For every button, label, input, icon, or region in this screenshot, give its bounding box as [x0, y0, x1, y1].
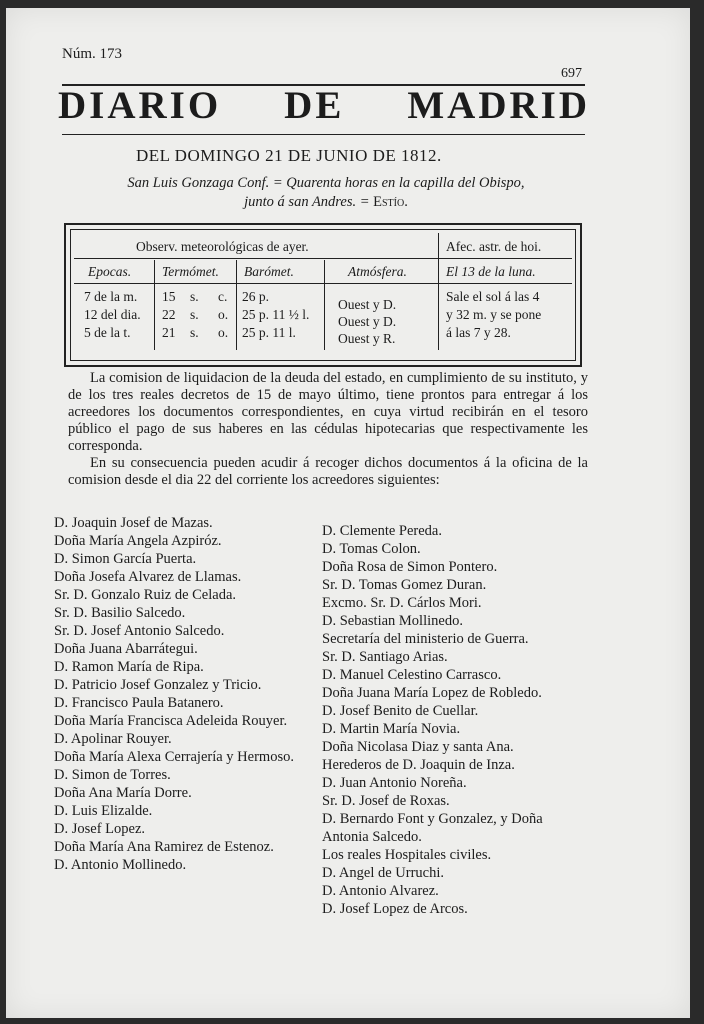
list-item: D. Antonio Mollinedo.	[54, 857, 187, 873]
list-item: Sr. D. Basilio Salcedo.	[54, 605, 186, 621]
astro-title: Afec. astr. de hoi.	[446, 239, 542, 254]
row-estado: c.	[218, 289, 228, 304]
saint-line-2: junto á san Andres. =	[244, 194, 374, 210]
list-item: D. Josef Lopez.	[54, 821, 146, 837]
list-item: D. Sebastian Mollinedo.	[322, 613, 463, 629]
col-header-termometro: Termómet.	[162, 264, 219, 279]
list-item: Doña Juana María Lopez de Robledo.	[322, 685, 542, 701]
row-estado: o.	[218, 325, 229, 340]
list-item: Doña Rosa de Simon Pontero.	[322, 559, 498, 575]
row-epoca: 5 de la t.	[84, 325, 131, 340]
col-divider	[154, 260, 155, 350]
list-item: Sr. D. Gonzalo Ruiz de Celada.	[54, 587, 237, 603]
row-term: 15	[162, 289, 176, 304]
list-item: D. Tomas Colon.	[322, 541, 421, 557]
list-item: Excmo. Sr. D. Cárlos Mori.	[322, 595, 482, 611]
list-item: D. Francisco Paula Batanero.	[54, 695, 224, 711]
col-header-atmosfera: Atmósfera.	[348, 264, 407, 279]
col-header-barometro: Barómet.	[244, 264, 294, 279]
row-barom: 26 p.	[242, 289, 269, 304]
list-item: Doña Juana Abarrátegui.	[54, 641, 198, 657]
list-item: Doña Josefa Alvarez de Llamas.	[54, 569, 242, 585]
astro-line: y 32 m. y se pone	[446, 307, 542, 322]
saint-of-day	[86, 174, 566, 212]
row-term: 21	[162, 325, 176, 340]
col-divider	[236, 260, 237, 350]
list-item: Los reales Hospitales civiles.	[322, 847, 492, 863]
list-item: D. Patricio Josef Gonzalez y Tricio.	[54, 677, 262, 693]
col-header-luna: El 13 de la luna.	[446, 264, 536, 279]
list-item: D. Martin María Novia.	[322, 721, 461, 737]
list-item: Doña María Alexa Cerrajería y Hermoso.	[54, 749, 294, 765]
row-barom: 25 p. 11 l.	[242, 325, 296, 340]
list-item: Herederos de D. Joaquin de Inza.	[322, 757, 515, 773]
weather-table	[64, 223, 582, 367]
list-item: D. Manuel Celestino Carrasco.	[322, 667, 502, 683]
row-atm: Ouest y D.	[338, 297, 397, 312]
list-item: D. Simon de Torres.	[54, 767, 171, 783]
row-epoca: 12 del dia.	[84, 307, 141, 322]
col-divider	[324, 260, 325, 350]
list-item: Doña Ana María Dorre.	[54, 785, 192, 801]
list-item: D. Clemente Pereda.	[322, 523, 442, 539]
saint-line-1: San Luis Gonzaga Conf. = Quarenta horas en la capilla del Obispo,	[127, 175, 525, 191]
weather-title: Observ. meteorológicas de ayer.	[136, 239, 309, 254]
creditors-list-right	[322, 522, 584, 918]
col-divider	[438, 233, 439, 350]
list-item: D. Josef Benito de Cuellar.	[322, 703, 479, 719]
col-header-epocas: Epocas.	[88, 264, 132, 279]
list-item: Sr. D. Santiago Arias.	[322, 649, 448, 665]
list-item: D. Juan Antonio Noreña.	[322, 775, 467, 791]
list-item: D. Bernardo Font y Gonzalez, y Doña Antonia Salcedo.	[322, 811, 543, 845]
list-item: Doña María Francisca Adeleida Rouyer.	[54, 713, 288, 729]
issue-number: Núm. 173	[62, 46, 122, 62]
season: Estío.	[373, 194, 408, 210]
list-item: Sr. D. Tomas Gomez Duran.	[322, 577, 487, 593]
article	[68, 370, 588, 489]
list-item: Doña Nicolasa Diaz y santa Ana.	[322, 739, 514, 755]
list-item: D. Luis Elizalde.	[54, 803, 153, 819]
row-grad: s.	[190, 325, 199, 340]
row-epoca: 7 de la m.	[84, 289, 138, 304]
list-item: Sr. D. Josef de Roxas.	[322, 793, 450, 809]
list-item: Doña María Ana Ramirez de Estenoz.	[54, 839, 274, 855]
row-estado: o.	[218, 307, 229, 322]
list-item: Secretaría del ministerio de Guerra.	[322, 631, 529, 647]
newspaper-page	[6, 8, 690, 1018]
page-number: 697	[561, 66, 582, 81]
row-barom: 25 p. 11 ½ l.	[242, 307, 310, 322]
list-item: D. Apolinar Rouyer.	[54, 731, 172, 747]
article-paragraph-1: La comision de liquidacion de la deuda del estado, en cumplimiento de su instituto, y de los tres reales decretos de 15 de mayo último, tiene prontos para entregar á los acreedores los documentos correspondientes, en cuya virtud recibirán en el tesoro público el pago de sus haberes en las cédulas hipotecarias que respectivamente les corresponda.	[68, 370, 588, 454]
list-item: D. Antonio Alvarez.	[322, 883, 439, 899]
article-paragraph-2: En su consecuencia pueden acudir á recoger dichos documentos á la oficina de la comision desde el dia 22 del corriente los acreedores siguientes:	[68, 455, 588, 488]
list-item: Doña María Angela Azpiróz.	[54, 533, 222, 549]
header-rule-bottom	[62, 134, 585, 135]
list-item: D. Angel de Urruchi.	[322, 865, 445, 881]
weather-rule-2	[74, 283, 572, 284]
creditors-list-left	[54, 514, 312, 874]
dateline: DEL DOMINGO 21 DE JUNIO DE 1812.	[136, 146, 442, 165]
astro-line: á las 7 y 28.	[446, 325, 511, 340]
weather-rule-1	[74, 258, 572, 259]
row-atm: Ouest y D.	[338, 314, 397, 329]
list-item: D. Josef Lopez de Arcos.	[322, 901, 468, 917]
row-grad: s.	[190, 307, 199, 322]
list-item: D. Joaquin Josef de Mazas.	[54, 515, 213, 531]
list-item: Sr. D. Josef Antonio Salcedo.	[54, 623, 225, 639]
masthead-title: DIARIO DE MADRID	[58, 84, 590, 127]
row-grad: s.	[190, 289, 199, 304]
list-item: D. Simon García Puerta.	[54, 551, 197, 567]
row-term: 22	[162, 307, 176, 322]
list-item: D. Ramon María de Ripa.	[54, 659, 204, 675]
row-atm: Ouest y R.	[338, 331, 396, 346]
astro-line: Sale el sol á las 4	[446, 289, 540, 304]
